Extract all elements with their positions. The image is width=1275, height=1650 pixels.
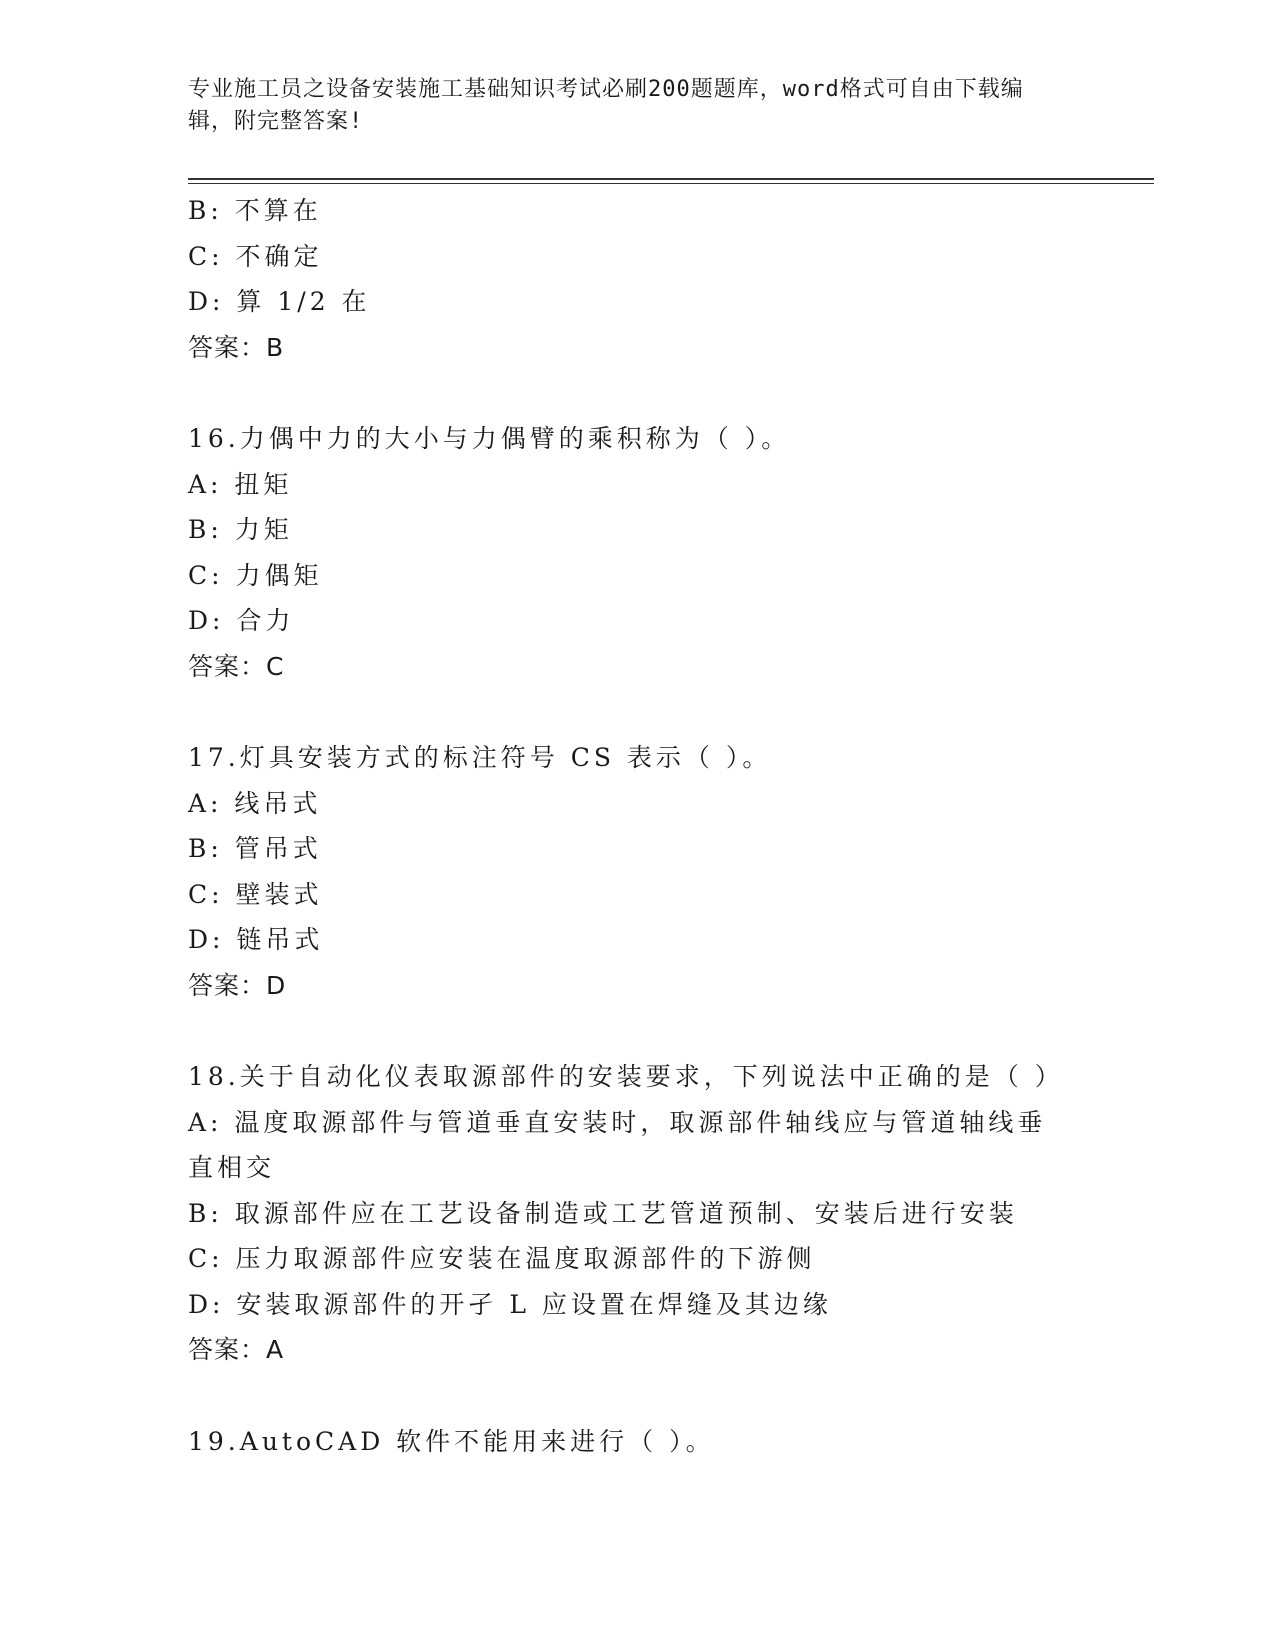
question-19 <box>188 1419 1088 1465</box>
option-c: C: 不确定 <box>188 241 323 271</box>
answer-line: 答案：B <box>188 332 285 362</box>
question-18 <box>188 1054 1088 1373</box>
header-divider-thick <box>188 178 1154 180</box>
option-b: B: 管吊式 <box>188 834 322 863</box>
question-text: 17.灯具安装方式的标注符号 CS 表示（ ）。 <box>188 743 772 772</box>
question-list <box>188 188 1088 1464</box>
question-text: 19.AutoCAD 软件不能用来进行（ ）。 <box>188 1426 715 1456</box>
spacer <box>188 1373 1088 1419</box>
question-15-tail <box>188 188 1088 370</box>
question-text: 18.关于自动化仪表取源部件的安装要求，下列说法中正确的是（ ） <box>188 1062 1064 1091</box>
spacer <box>188 1008 1088 1054</box>
option-c: C: 力偶矩 <box>188 560 323 590</box>
document-header <box>188 74 1068 138</box>
option-d: D: 安装取源部件的开孑 L 应设置在焊缝及其边缘 <box>188 1289 832 1319</box>
option-c: C: 壁装式 <box>188 879 323 909</box>
option-b: B: 不算在 <box>188 196 322 225</box>
option-a: A: 扭矩 <box>188 469 293 499</box>
question-text: 16.力偶中力的大小与力偶臂的乘积称为（ ）。 <box>188 424 791 453</box>
option-d: D: 合力 <box>188 606 295 635</box>
question-17 <box>188 735 1088 1008</box>
option-a: A: 温度取源部件与管道垂直安装时，取源部件轴线应与管道轴线垂直相交 <box>188 1107 1047 1182</box>
document-title: 专业施工员之设备安装施工基础知识考试必刷200题题库，word格式可自由下载编辑，附完整答案! <box>188 77 1024 134</box>
question-16 <box>188 416 1088 689</box>
option-c: C: 压力取源部件应安装在温度取源部件的下游侧 <box>188 1244 816 1273</box>
answer-line: 答案：A <box>188 1335 285 1364</box>
option-b: B: 取源部件应在工艺设备制造或工艺管道预制、安装后进行安装 <box>188 1198 1018 1228</box>
option-a: A: 线吊式 <box>188 788 322 818</box>
option-d: D: 算 1/2 在 <box>188 287 371 316</box>
header-divider-thin <box>188 183 1154 184</box>
option-b: B: 力矩 <box>188 515 293 544</box>
answer-line: 答案：D <box>188 970 287 1000</box>
spacer <box>188 370 1088 416</box>
answer-line: 答案：C <box>188 651 285 681</box>
spacer <box>188 689 1088 735</box>
option-d: D: 链吊式 <box>188 925 324 954</box>
